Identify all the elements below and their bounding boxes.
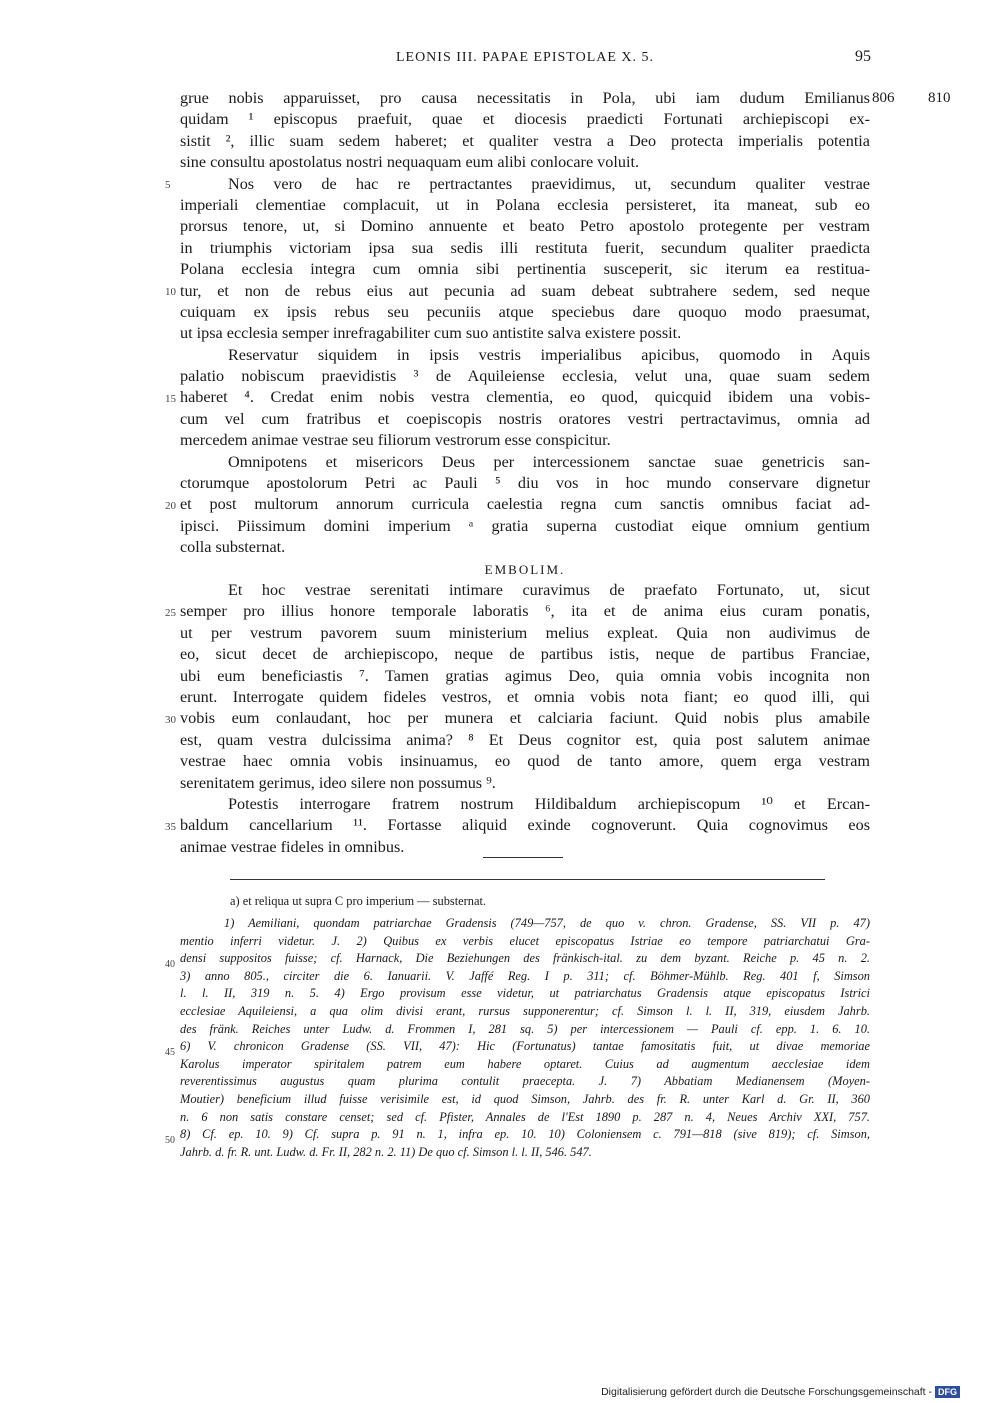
text-line: ut ipsa ecclesia semper inrefragabiliter cum suo antistite salva existere possit. bbox=[180, 324, 682, 343]
running-head: LEONIS III. PAPAE EPISTOLAE X. 5. bbox=[395, 50, 655, 65]
margin-year-806: 806 bbox=[872, 90, 895, 106]
line-number: 45 bbox=[165, 1047, 175, 1058]
text-line: colla substernat. bbox=[180, 538, 286, 557]
text-line: grue nobis apparuisset, pro causa necessitatis in Pola, ubi iam dudum Emilianus bbox=[180, 89, 870, 107]
text-line: et post multorum annorum curricula caelestia regna cum sanctis omnibus faciat ad- bbox=[180, 495, 870, 514]
footnote-line: Jahrb. d. fr. R. unt. Ludw. d. Fr. II, 282 n. 2. 11) De quo cf. Simson l. l. II, 546. 547. bbox=[180, 1144, 592, 1159]
text-line: sine consultu apostolatus nostri nequaquam eum alibi conlocare voluit. bbox=[180, 153, 639, 172]
footnote-line: 3) anno 805., circiter die 6. Ianuarii. V. Jaffé Reg. I p. 311; cf. Böhmer-Mühlb. Reg. 401 f, Simson bbox=[180, 968, 870, 983]
footnote-line: des fränk. Reiches unter Ludw. d. Frommen I, 281 sq. 5) per intercessionem — Pauli cf. epp. 1. 6. 10. bbox=[180, 1021, 870, 1036]
line-number: 50 bbox=[165, 1135, 175, 1146]
section-heading-embolim: EMBOLIM. bbox=[484, 561, 566, 577]
text-line: imperiali clementiae complacuit, ut in Polana ecclesia persisteret, ita maneat, sub eo bbox=[180, 195, 870, 214]
line-number: 20 bbox=[165, 500, 176, 512]
footnote-line: ecclesiae Aquileiensi, a qua olim divisi erant, rursus supponerentur; cf. Simson l. l. II, 319, eiusdem Jahrb. bbox=[180, 1003, 870, 1018]
text-line: tur, et non de rebus eius aut pecunia ad suam debeat subtrahere sedem, sed neque bbox=[180, 281, 870, 300]
text-line: vobis eum conlaudant, hoc per munera et calciaria faciunt. Quid nobis plus amabile bbox=[180, 709, 870, 728]
text-line: cuiquam ex ipsis rebus seu pecuniis atque speciebus dare quoquo modo praesumat, bbox=[180, 302, 870, 321]
text-line: animae vestrae fideles in omnibus. bbox=[180, 837, 405, 856]
line-number: 5 bbox=[165, 179, 171, 191]
dfg-logo: DFG bbox=[935, 1386, 960, 1398]
line-number: 40 bbox=[165, 959, 175, 970]
text-line: eo, sicut decet de archiepiscopo, neque de partibus istis, neque de partibus Franciae, bbox=[180, 645, 870, 664]
line-number: 35 bbox=[165, 821, 176, 833]
credit-text: Digitalisierung gefördert durch die Deutsche Forschungsgemeinschaft - bbox=[601, 1386, 932, 1398]
text-line: ubi eum beneficiastis ⁷. Tamen gratias agimus Deo, quia omnia vobis incognita non bbox=[180, 666, 870, 685]
footnote-line: 6) V. chronicon Gradense (SS. VII, 47): Hic (Fortunatus) tantae famositatis fuit, ut divae memoriae bbox=[180, 1039, 870, 1054]
text-line: Reservatur siquidem in ipsis vestris imperialibus apicibus, quomodo in Aquis bbox=[228, 345, 870, 364]
text-line: Polana ecclesia integra cum omnia sibi pertinentia susceperit, sic iterum ea restitua- bbox=[180, 260, 870, 279]
text-line: ipisci. Piissimum domini imperium ᵃ gratia superna custodiat eique omnium gentium bbox=[180, 516, 870, 535]
footnotes bbox=[180, 915, 870, 1161]
page-number: 95 bbox=[855, 48, 871, 65]
footnote-line: Moutier) beneficium illud fuisse verisimile est, id quod Simson, Jahrb. des fr. R. unter Karl d. Gr. II, 360 bbox=[180, 1091, 870, 1106]
text-line: cum vel cum fratribus et coepiscopis nostris oratores vestri pertractavimus, omnia ad bbox=[180, 409, 870, 428]
line-number: 15 bbox=[165, 393, 176, 405]
text-line: haberet ⁴. Credat enim nobis vestra clementia, eo quod, quicquid ibidem una vobis- bbox=[180, 388, 870, 407]
footnote-line: 8) Cf. ep. 10. 9) Cf. supra p. 91 n. 1, infra ep. 10. 10) Coloniensem c. 791—818 (sive 819); cf. Simson, bbox=[180, 1127, 870, 1142]
text-line: ut per vestrum pavorem suum ministerium melius expleat. Quia non audivimus de bbox=[180, 623, 870, 642]
footnote-line: Karolus imperator spiritalem patrem eum habere optaret. Cuius ad augmentum aecclesiae idem bbox=[180, 1056, 870, 1071]
text-line: mercedem animae vestrae seu filiorum vestrorum esse conspicitur. bbox=[180, 431, 611, 450]
end-of-text-rule bbox=[483, 857, 563, 858]
text-line: semper pro illius honore temporale laboratis ⁶, ita et de anima eius curam ponatis, bbox=[180, 602, 870, 621]
body-text bbox=[180, 88, 870, 858]
footnote-line: n. 6 non satis constare censet; sed cf. Pfister, Annales de l'Est 1890 p. 287 n. 4, Neues Archiv XXI, 757. bbox=[180, 1109, 870, 1124]
line-number: 30 bbox=[165, 714, 176, 726]
footnote-line: 1) Aemiliani, quondam patriarchae Gradensis (749—757, de quo v. chron. Gradense, SS. VII p. 47) bbox=[224, 916, 870, 930]
text-line: in triumphis victoriam ipsa sua sedis illi restituta fuerit, secundum qualiter praedicta bbox=[180, 238, 870, 257]
text-line: est, quam vestra dulcissima anima? ⁸ Et Deus cognitor est, quia post salutem animae bbox=[180, 730, 870, 749]
footnote-line: l. l. II, 319 n. 5. 4) Ergo provisum esse videtur, ut patriarchatus Gradensis atque episcopatus Istrici bbox=[180, 986, 870, 1001]
text-line: ctorumque apostolorum Petri ac Pauli ⁵ diu vos in hoc mundo conservare dignetur bbox=[180, 474, 870, 493]
variant-note: a) et reliqua ut supra C pro imperium — substernat. bbox=[230, 894, 487, 908]
text-line: Nos vero de hac re pertractantes praevidimus, ut, secundum qualiter vestrae bbox=[228, 174, 870, 193]
text-line: serenitatem gerimus, ideo silere non possumus ⁹. bbox=[180, 773, 496, 792]
line-number: 10 bbox=[165, 286, 176, 298]
footnote-line: densi suppositos fuisse; cf. Harnack, Die Beziehungen des fränkisch-ital. zu dem byzant. Reiche p. 45 n. 2. bbox=[180, 951, 870, 966]
text-line: erunt. Interrogate quidem fideles vestros, et omnia vobis nota fiant; eo quod illi, qui bbox=[180, 687, 870, 706]
text-line: palatio nobiscum praevidistis ³ de Aquileiense ecclesia, velut una, quae suam sedem bbox=[180, 367, 870, 386]
digitization-credit bbox=[601, 1386, 960, 1398]
margin-year-810: 810 bbox=[928, 90, 951, 106]
text-line: Omnipotens et misericors Deus per intercessionem sanctae suae genetricis san- bbox=[228, 452, 870, 471]
footnote-line: mentio inferri videtur. J. 2) Quibus ex verbis elucet episcopatus Istriae eo tempore patriarchatui Gra- bbox=[180, 933, 870, 948]
footnote-separator-rule bbox=[230, 879, 825, 880]
text-line: vestrae haec omnia vobis insinuamus, eo quod de tanto amore, quem erga vestram bbox=[180, 752, 870, 771]
text-line: quidam ¹ episcopus praefuit, quae et diocesis praedicti Fortunati archiepiscopi ex- bbox=[180, 110, 870, 129]
line-number: 25 bbox=[165, 607, 176, 619]
text-line: prorsus tenore, ut, si Domino annuente et beato Petro apostolo protegente per vestram bbox=[180, 217, 870, 236]
text-line: baldum cancellarium ¹¹. Fortasse aliquid exinde cognoverunt. Quia cognovimus eos bbox=[180, 816, 870, 835]
footnote-line: reverentissimus augustus quam plurima contulit praecepta. J. 7) Abbatiam Medianensem (Moyen- bbox=[180, 1074, 870, 1089]
text-line: Et hoc vestrae serenitati intimare curavimus de praefato Fortunato, ut, sicut bbox=[228, 580, 870, 599]
text-line: sistit ², illic suam sedem haberet; et qualiter vestra a Deo protecta imperialis potentia bbox=[180, 131, 870, 150]
text-line: Potestis interrogare fratrem nostrum Hildibaldum archiepiscopum ¹⁰ et Ercan- bbox=[228, 794, 870, 813]
